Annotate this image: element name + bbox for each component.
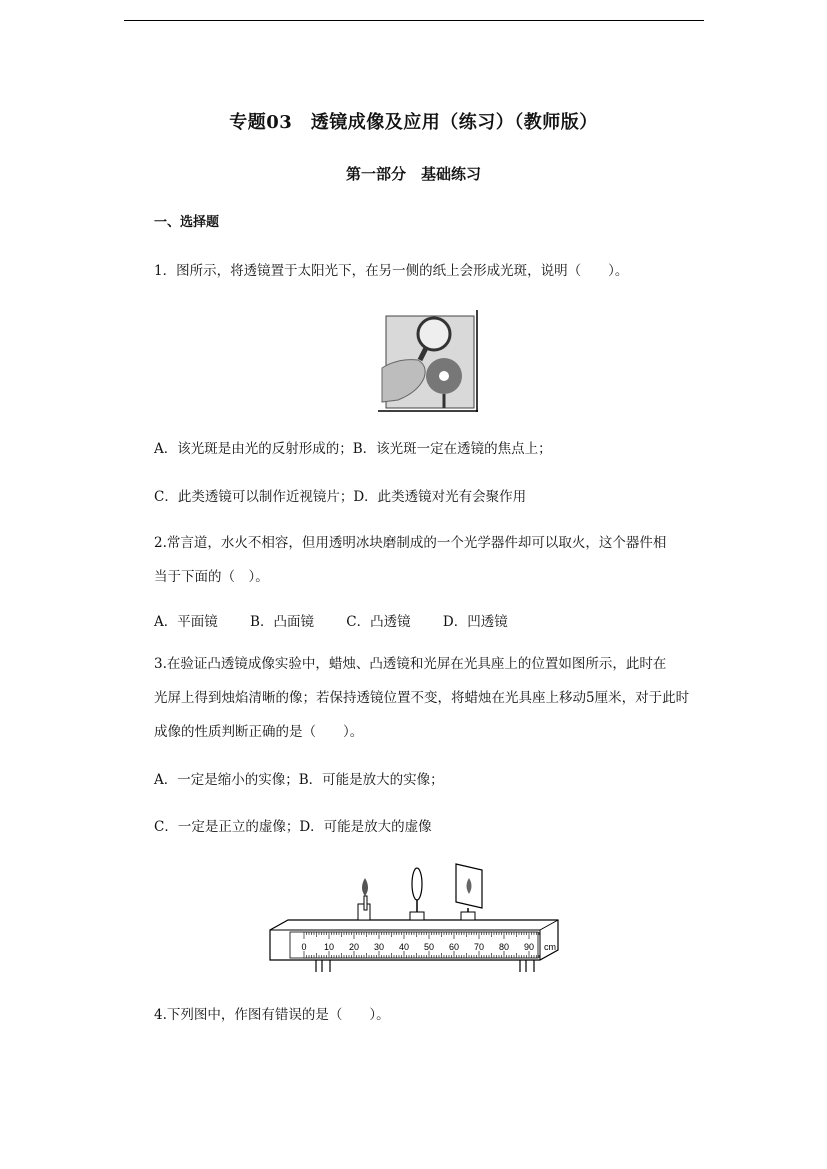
ruler-label: 60 [448, 942, 460, 952]
q3-options-ab: A．一定是缩小的实像；B．可能是放大的实像； [154, 772, 444, 788]
q1-options-ab: A．该光斑是由光的反射形成的；B．该光斑一定在透镜的焦点上； [154, 441, 552, 457]
convex-lens [412, 868, 422, 900]
optical-bench-figure [268, 860, 560, 972]
candle [364, 896, 367, 910]
q2-option-c: C．凸透镜 [346, 614, 411, 630]
q3-stem-line2: 光屏上得到烛焰清晰的像；若保持透镜位置不变，将蜡烛在光具座上移动5厘米，对于此时 [154, 690, 690, 706]
q2-stem-line1: 2.常言道，水火不相容，但用透明冰块磨制成的一个光学器件却可以取火，这个器件相 [154, 535, 667, 551]
section-heading: 一、选择题 [154, 215, 220, 230]
ruler-label: 30 [373, 942, 385, 952]
page-title: 专题03 透镜成像及应用（练习）（教师版） [229, 112, 598, 133]
ruler-label: 20 [348, 942, 360, 952]
ruler-label: 80 [498, 942, 510, 952]
ruler-label: 70 [473, 942, 485, 952]
q2-option-d: D．凹透镜 [442, 614, 508, 630]
ruler-label: 10 [323, 942, 335, 952]
q2-option-b: B．凸面镜 [250, 614, 314, 630]
ruler-label: cm [544, 942, 556, 952]
q4-stem: 4.下列图中，作图有错误的是（ ）。 [154, 1007, 390, 1023]
q3-stem-line1: 3.在验证凸透镜成像实验中，蜡烛、凸透镜和光屏在光具座上的位置如图所示，此时在 [154, 656, 667, 672]
q3-options-cd: C．一定是正立的虚像；D．可能是放大的虚像 [154, 819, 432, 835]
q3-stem-line3: 成像的性质判断正确的是（ ）。 [154, 724, 364, 740]
ruler-label: 90 [523, 942, 535, 952]
magnifier-figure [378, 310, 478, 412]
ruler-label: 0 [301, 942, 307, 952]
part-subtitle: 第一部分 基础练习 [345, 165, 481, 183]
candle-flame [362, 878, 368, 896]
q1-stem: 1．图所示，将透镜置于太阳光下，在另一侧的纸上会形成光斑，说明（ ）。 [154, 263, 629, 279]
q2-option-a: A．平面镜 [154, 614, 218, 630]
q2-stem-line2: 当于下面的（ ）。 [154, 569, 269, 585]
q1-options-cd: C．此类透镜可以制作近视镜片；D．此类透镜对光有会聚作用 [154, 489, 527, 505]
header-rule [124, 20, 704, 21]
ruler-label: 50 [423, 942, 435, 952]
q2-options [154, 610, 536, 630]
ruler-label: 40 [398, 942, 410, 952]
